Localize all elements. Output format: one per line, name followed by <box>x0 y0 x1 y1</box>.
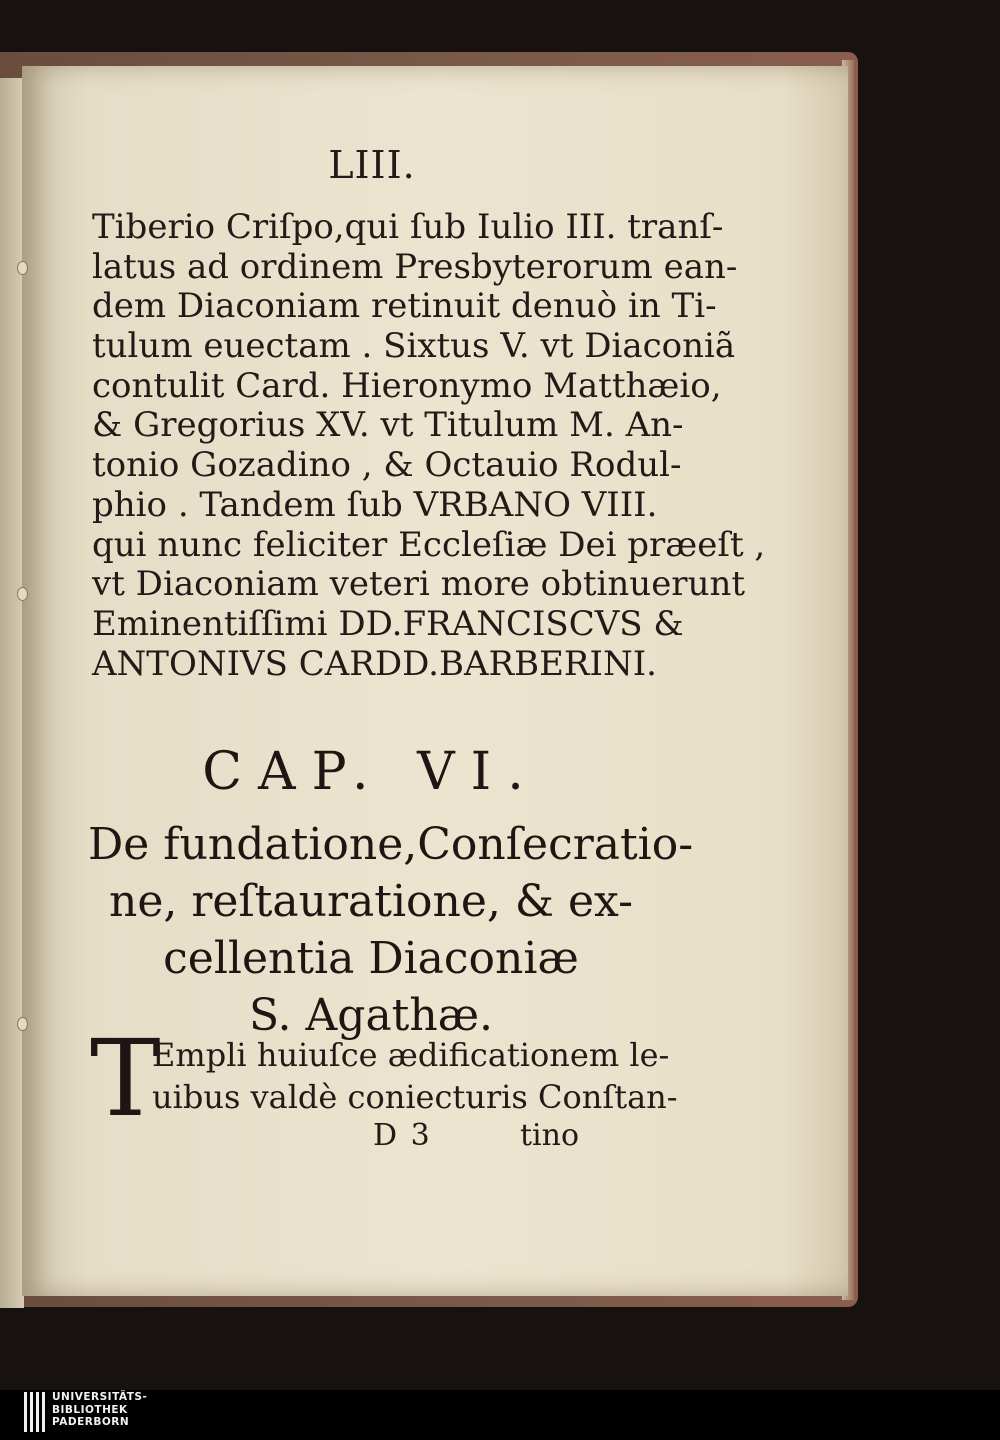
library-logo-text <box>52 1391 147 1429</box>
library-logo-icon <box>22 1390 46 1436</box>
chapter-label: CAP. VI. <box>202 742 540 802</box>
binding-stitch <box>18 588 27 600</box>
text-line: qui nunc feliciter Eccleſiæ Dei præeſt , <box>92 524 766 565</box>
body-paragraph <box>92 207 766 684</box>
folio-number: LIII. <box>328 143 416 187</box>
text-line: phio . Tandem ſub VRBANO VIII. <box>92 484 658 525</box>
logo-line: PADERBORN <box>52 1416 130 1428</box>
text-line: dem Diaconiam retinuit denuò in Ti- <box>92 286 717 327</box>
text-line: contulit Card. Hieronymo Matthæio, <box>92 365 722 406</box>
heading-line: cellentia Diaconiæ <box>163 933 579 984</box>
paragraph-lines <box>152 1034 678 1118</box>
binding-stitch <box>18 262 27 274</box>
text-line: vt Diaconiam veteri more obtinuerunt <box>92 564 746 605</box>
text-line: & Gregorius XV. vt Titulum M. An- <box>92 405 684 446</box>
text-line: Eminentiſſimi DD.FRANCISCVS & <box>92 603 684 644</box>
signature-mark: D 3 <box>373 1118 432 1153</box>
text-line: Empli huiuſce ædificationem le- <box>152 1036 670 1074</box>
text-line: uibus valdè coniecturis Conſtan- <box>152 1078 678 1116</box>
drop-cap: T <box>90 1017 161 1140</box>
footer-bar <box>0 1390 1000 1440</box>
text-line: tulum euectam . Sixtus V. vt Diaconiã <box>92 326 736 367</box>
heading-line: ne, reſtauratione, & ex- <box>109 876 633 927</box>
text-line: Tiberio Criſpo,qui ſub Iulio III. tranſ- <box>92 207 724 247</box>
chapter-heading <box>88 816 694 1044</box>
text-line: tonio Gozadino , & Octauio Rodul- <box>92 445 682 486</box>
text-line: latus ad ordinem Presbyterorum ean- <box>92 246 738 287</box>
logo-line: BIBLIOTHEK <box>52 1403 128 1416</box>
text-line: ANTONIVS CARDD.BARBERINI. <box>92 643 657 684</box>
catchword: tino <box>520 1118 580 1153</box>
heading-line: S. Agathæ. <box>248 990 494 1041</box>
logo-line: UNIVERSITÄTS- <box>52 1391 148 1403</box>
binding-stitch <box>18 1018 27 1030</box>
heading-line: De fundatione,Conſecratio- <box>88 819 694 870</box>
